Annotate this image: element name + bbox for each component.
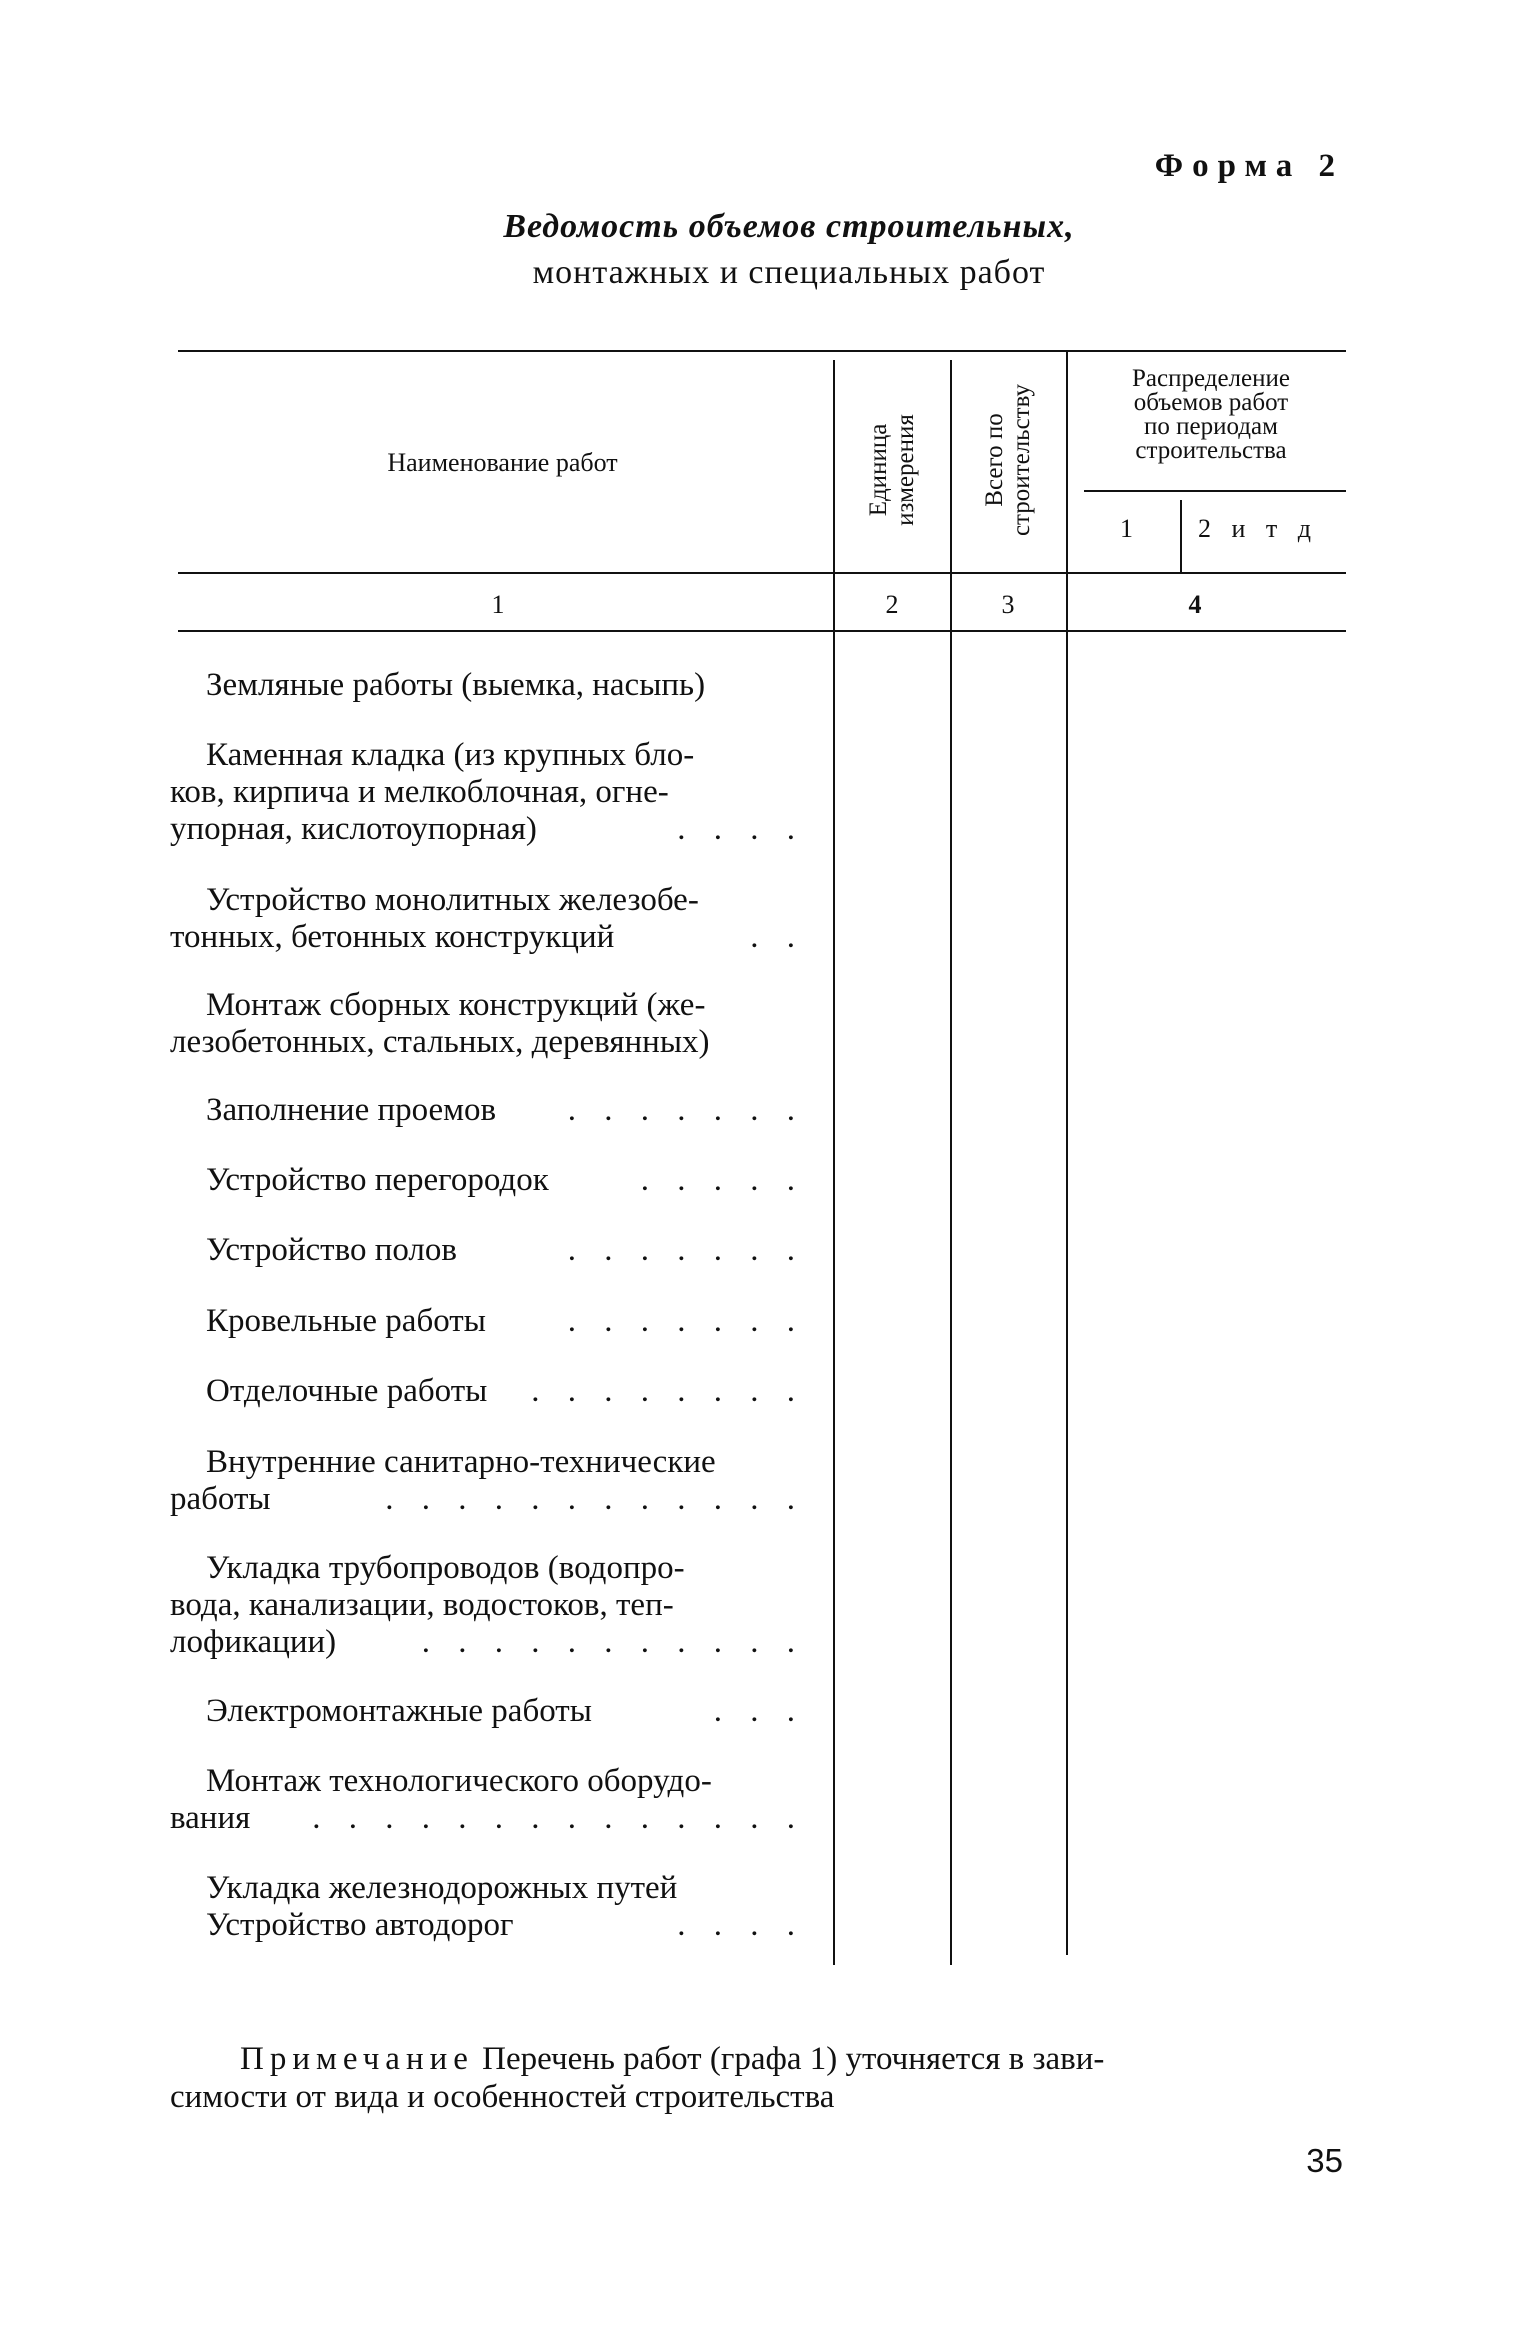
table-row: [170, 1162, 805, 1199]
row-text: Отделочные работы: [206, 1373, 488, 1409]
row-text: упорная, кислотоупорная): [170, 811, 537, 847]
header-distribution-line3: по периодам: [1144, 413, 1278, 440]
table-row: [170, 1092, 805, 1129]
note: [170, 2040, 1350, 2116]
row-text: Укладка трубопроводов (водопро-: [206, 1550, 685, 1586]
row-text: Каменная кладка (из крупных бло-: [206, 737, 695, 773]
row-text: Электромонтажные работы: [206, 1693, 592, 1729]
table-row: [170, 1870, 805, 1944]
row-text: вания: [170, 1800, 251, 1836]
row-text: Устройство автодорог: [206, 1907, 514, 1943]
period-divider: [1180, 500, 1182, 572]
header-unit-line2: измерения: [892, 414, 919, 526]
header-bottom-rule: [178, 572, 1346, 574]
table-row: [170, 667, 805, 704]
row-text: ков, кирпича и мелкоблочная, огне-: [170, 774, 669, 810]
leader-dots: . . . .: [677, 1907, 805, 1943]
row-text: тонных, бетонных конструкций: [170, 919, 615, 955]
leader-dots: . . . . . . . . . . . . . .: [312, 1800, 805, 1836]
leader-dots: . . . . .: [640, 1162, 805, 1198]
table-row: [170, 987, 805, 1061]
header-work-name: Наименование работ: [387, 448, 618, 477]
header-unit-line1: Единица: [865, 423, 892, 517]
leader-dots: . . . . . . . .: [531, 1373, 805, 1409]
page-number: 35: [1306, 2142, 1343, 2179]
row-text: работы: [170, 1481, 271, 1517]
leader-dots: . . . . . . . . . . .: [421, 1624, 805, 1660]
table-row: [170, 1444, 805, 1518]
header-total: [981, 384, 1035, 536]
column-number-4: 4: [1188, 590, 1202, 619]
row-text: Кровельные работы: [206, 1303, 486, 1339]
note-text-line2: симости от вида и особенностей строительства: [170, 2079, 835, 2115]
row-text: Устройство перегородок: [206, 1162, 549, 1198]
header-distribution: [1080, 367, 1342, 463]
row-text: вода, канализации, водостоков, теп-: [170, 1587, 674, 1623]
row-text: Монтаж сборных конструкций (же-: [206, 987, 706, 1023]
row-text: Устройство монолитных железобе-: [206, 882, 699, 918]
header-distribution-line4: строительства: [1135, 437, 1287, 464]
column-number-1: 1: [491, 590, 505, 619]
document-title: Ведомость объемов строительных,: [503, 208, 1075, 245]
table-row: [170, 1693, 805, 1730]
header-period-2: 2 и т д: [1198, 514, 1319, 543]
row-text: лезобетонных, стальных, деревянных): [170, 1024, 710, 1060]
note-label: Примечание: [240, 2041, 474, 2077]
header-unit: [865, 414, 919, 526]
leader-dots: . . . . . . .: [567, 1232, 805, 1268]
leader-dots: . . .: [713, 1693, 805, 1729]
column-number-3: 3: [1001, 590, 1015, 619]
column-divider-2: [950, 360, 952, 1965]
column-divider-1: [833, 360, 835, 1965]
header-distribution-line2: объемов работ: [1133, 389, 1289, 416]
header-total-line2: строительству: [1008, 383, 1035, 537]
period-split-rule: [1084, 490, 1346, 492]
note-text-line1: Перечень работ (графа 1) уточняется в зави-: [482, 2041, 1105, 2077]
header-distribution-line1: Распределение: [1132, 365, 1290, 392]
table-top-rule: [178, 350, 1346, 352]
table-row: [170, 882, 805, 956]
table-row: [170, 1763, 805, 1837]
leader-dots: . . . . . . . . . . . .: [385, 1481, 805, 1517]
column-divider-3: [1066, 350, 1068, 1955]
leader-dots: . . . . . . .: [567, 1092, 805, 1128]
row-text: лофикации): [170, 1624, 337, 1660]
row-text: Устройство полов: [206, 1232, 457, 1268]
row-text: Земляные работы (выемка, насыпь): [206, 667, 706, 703]
form-label: Форма 2: [1154, 148, 1344, 184]
table-row: [170, 737, 805, 848]
leader-dots: . .: [750, 919, 805, 955]
row-text: Заполнение проемов: [206, 1092, 497, 1128]
row-text: Внутренние санитарно-технические: [206, 1444, 716, 1480]
header-total-line1: Всего по: [981, 413, 1008, 507]
column-number-2: 2: [885, 590, 899, 619]
header-period-1: 1: [1120, 514, 1133, 543]
leader-dots: . . . .: [677, 811, 805, 847]
row-text: Укладка железнодорожных путей: [206, 1870, 678, 1906]
table-row: [170, 1232, 805, 1269]
document-subtitle: монтажных и специальных работ: [532, 254, 1046, 291]
table-row: [170, 1550, 805, 1661]
column-numbers-bottom-rule: [178, 630, 1346, 632]
table-row: [170, 1373, 805, 1410]
table-row: [170, 1303, 805, 1340]
leader-dots: . . . . . . .: [567, 1303, 805, 1339]
row-text: Монтаж технологического оборудо-: [206, 1763, 712, 1799]
